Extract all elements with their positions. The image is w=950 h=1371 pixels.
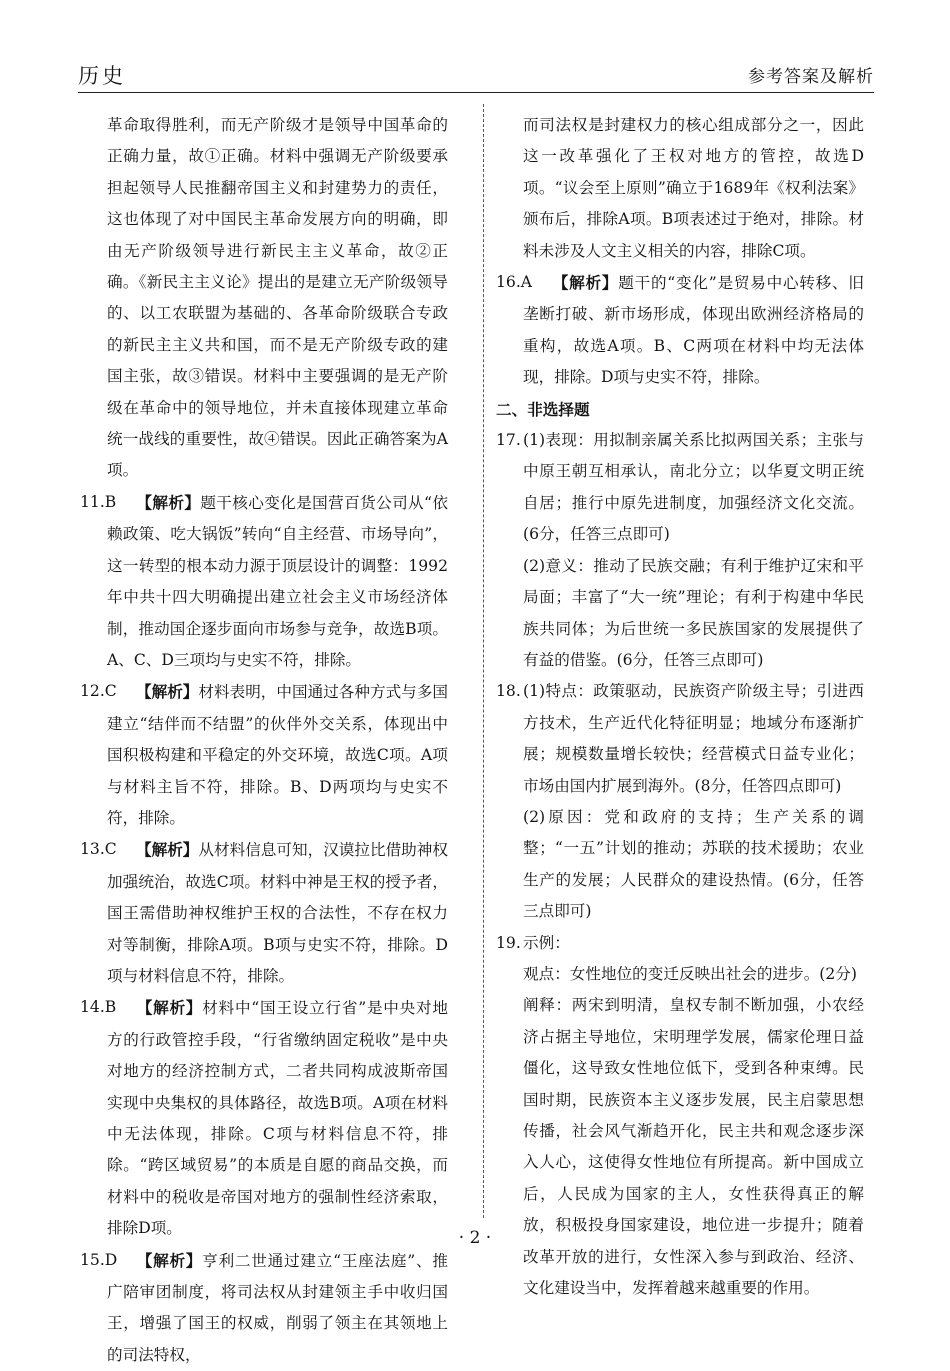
answer-15 (80, 1245, 448, 1371)
answer-17-part-1: (1)表现：用拟制亲属关系比拟两国关系；主张与中原王朝互相承认，南北分立；以华夏文明正统自居；推行中原先进制度，加强经济文化交流。(6分，任答三点即可) (523, 431, 864, 544)
answer-17 (496, 425, 864, 676)
subject-title: 历史 (78, 64, 126, 88)
answer-number: 17. (496, 431, 521, 450)
section-title: 参考答案及解析 (748, 67, 874, 87)
analysis-tag: 【解析】 (136, 682, 199, 702)
answer-text: 题干的“变化”是贸易中心转移、旧垄断打破、新市场形成，体现出欧洲经济格局的重构，故选A项。B、C两项在材料中均无法体现，排除。D项与史实不符，排除。 (523, 274, 864, 387)
answer-17-part-2: (2)意义：推动了民族交融；有利于维护辽宋和平局面；丰富了“大一统”理论；有利于构建中华民族共同体；为后世统一多民族国家的发展提供了有益的借鉴。(6分，任答三点即可) (523, 556, 864, 669)
page-number: · 2 · (458, 1228, 492, 1248)
analysis-tag: 【解析】 (136, 492, 201, 512)
answer-number: 19. (496, 933, 521, 952)
answer-11 (80, 487, 448, 676)
answer-number: 14.B (80, 998, 117, 1017)
analysis-tag: 【解析】 (552, 273, 619, 293)
answer-18-part-2: (2)原因：党和政府的支持；生产关系的调整；“一五”计划的推动；苏联的技术援助；农业生产的发展；人民群众的建设热情。(6分，任答三点即可) (523, 807, 864, 921)
answer-19-elaboration: 阐释：两宋到明清，皇权专制不断加强，小农经济占据主导地位，宋明理学发展，儒家伦理日益僵化，这导致女性地位低下，受到各种束缚。民国时期，民族资本主义逐步发展，民主启蒙思想传播，社会风气渐趋开化，民主共和观念逐步深入人心，这使得女性地位有所提高。新中国成立后，人民成为国家的主人，女性获得真正的解放，积极投身国家建设，地位进一步提升；随着改革开放的进行，女性深入参与到政治、经济、文化建设当中，发挥着越来越重要的作用。 (523, 996, 864, 1298)
answer-text: 题干核心变化是国营百货公司从“依赖政策、吃大锅饭”转向“自主经营、市场导向”，这一转型的根本动力源于顶层设计的调整：1992年中共十四大明确提出建立社会主义市场经济体制，推动国企逐步面向市场参与竞争，故选B项。A、C、D三项均与史实不符，排除。 (107, 493, 448, 669)
answer-12 (80, 676, 448, 834)
section-heading: 二、非选择题 (496, 399, 590, 419)
column-divider (483, 104, 484, 1218)
header-rule (78, 92, 874, 93)
answer-number: 13.C (80, 840, 117, 859)
answer-19-viewpoint: 观点：女性地位的变迁反映出社会的进步。(2分) (523, 964, 857, 983)
answer-18 (496, 676, 864, 927)
left-column (80, 110, 448, 1371)
answer-16 (496, 267, 864, 394)
analysis-tag: 【解析】 (136, 1250, 203, 1270)
answer-18-part-1: (1)特点：政策驱动，民族资产阶级主导；引进西方技术，生产近代化特征明显；地域分布逐渐扩展；规模数量增长较快；经营模式日益专业化；市场由国内扩展到海外。(8分，任答四点即可) (523, 682, 864, 795)
right-column (496, 110, 864, 1304)
answer-15-continuation: 而司法权是封建权力的核心组成部分之一，因此这一改革强化了王权对地方的管控，故选D项。“议会至上原则”确立于1689年《权利法案》颁布后，排除A项。B项表述过于绝对，排除。材料未涉及人文主义相关的内容，排除C项。 (523, 116, 864, 260)
answer-text: 从材料信息可知，汉谟拉比借助神权加强统治，故选C项。材料中神是王权的授予者，国王需借助神权维护王权的合法性，不存在权力对等制衡，排除A项。B项与史实不符，排除。D项与材料信息不符，排除。 (107, 841, 448, 985)
answer-number: 12.C (80, 682, 117, 701)
answer-number: 16.A (496, 273, 533, 292)
answer-number: 15.D (80, 1250, 118, 1269)
answer-number: 11.B (80, 492, 117, 511)
answer-text: 材料中“国王设立行省”是中央对地方的行政管控手段，“行省缴纳固定税收”是中央对地方的经济控制方式，二者共同构成波斯帝国实现中央集权的具体路径，故选B项。A项在材料中无法体现，排除。C项与材料信息不符，排除。“跨区域贸易”的本质是自愿的商品交换，而材料中的税收是帝国对地方的强制性经济索取，排除D项。 (107, 999, 448, 1238)
answer-14 (80, 992, 448, 1244)
answer-19-intro: 示例： (523, 933, 570, 952)
answer-text: 亨利二世通过建立“王座法庭”、推广陪审团制度，将司法权从封建领主手中收归国王，增强了国王的权威，削弱了领主在其领地上的司法特权， (107, 1251, 448, 1364)
answer-text: 材料表明，中国通过各种方式与多国建立“结伴而不结盟”的伙伴外交关系，体现出中国积极构建和平稳定的外交环境，故选C项。A项与材料主旨不符，排除。B、D两项均与史实不符，排除。 (107, 683, 448, 827)
analysis-tag: 【解析】 (136, 840, 199, 860)
analysis-tag: 【解析】 (136, 998, 203, 1018)
answer-number: 18. (496, 682, 521, 701)
answer-13 (80, 834, 448, 992)
answer-10-continuation: 革命取得胜利，而无产阶级才是领导中国革命的正确力量，故①正确。材料中强调无产阶级要承担起领导人民推翻帝国主义和封建势力的责任，这也体现了对中国民主革命发展方向的明确，即由无产阶级领导进行新民主主义革命，故②正确。《新民主主义论》提出的是建立无产阶级领导的、以工农联盟为基础的、各革命阶级联合专政的新民主主义共和国，而不是无产阶级专政的建国主张，故③错误。材料中主要强调的是无产阶级在革命中的领导地位，并未直接体现建立革命统一战线的重要性，故④错误。因此正确答案为A项。 (107, 116, 448, 480)
page-header (78, 56, 874, 90)
